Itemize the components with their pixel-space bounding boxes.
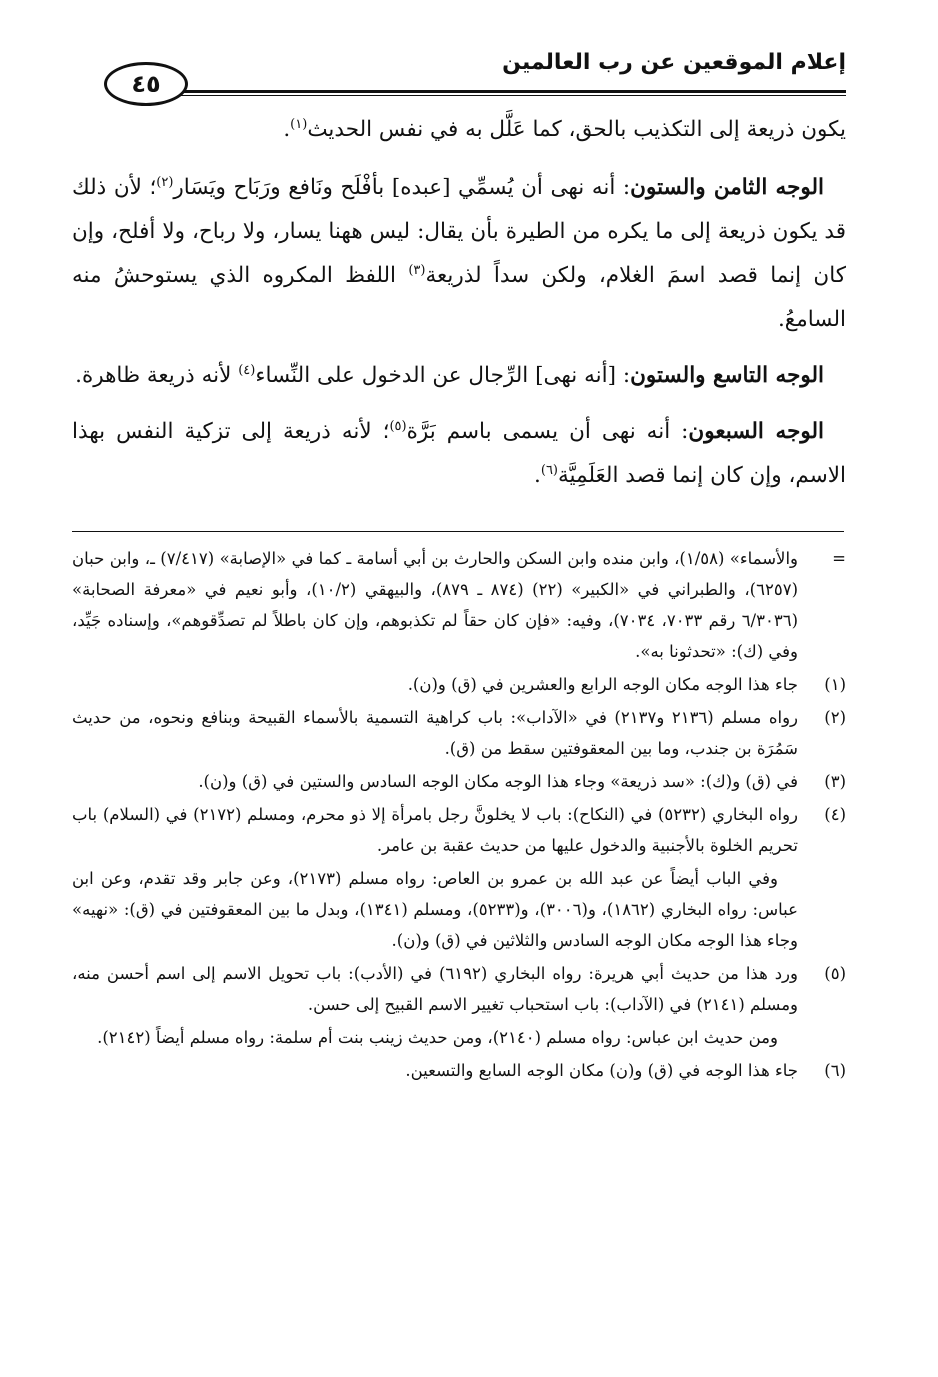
paragraph-text: يكون ذريعة إلى التكذيب بالحق، كما عَلَّل به في نفس الحديث (307, 117, 846, 142)
footnote-number: (١) (824, 675, 846, 694)
paragraph (72, 410, 846, 498)
paragraph-tail: . (283, 117, 291, 142)
footnote-ref: (٤) (238, 362, 256, 378)
footnote-separator (72, 531, 844, 532)
footnote-text: جاء هذا الوجه مكان الوجه الرابع والعشرين في (ق) و(ن). (407, 675, 798, 694)
footnote-ref: (٦) (540, 462, 558, 478)
section-heading: الوجه التاسع والستون (630, 363, 824, 388)
footnote-ref: (١) (290, 116, 308, 132)
paragraph (72, 108, 846, 152)
footnote-continuation: وفي الباب أيضاً عن عبد الله بن عمرو بن العاص: رواه مسلم (٢١٧٣)، وعن جابر وقد تقدم، وعن ابن عباس: رواه البخاري (١٨٦٢)، و(٣٠٠٦)، و(٥٢٣٣)، ومسلم (١٣٤١)، وبدل ما بين المعقوفتين في (ق): «نهيه» وجاء هذا الوجه مكان الوجه السادس والثلاثين في (ق) و(ن). (72, 869, 798, 950)
footnote-item (72, 766, 846, 797)
footnote-ref: (٥) (389, 418, 407, 434)
main-text (72, 108, 846, 510)
footnote-item (72, 1055, 846, 1086)
footnote-text: رواه البخاري (٥٢٣٢) في (النكاح): باب لا يخلونَّ رجل بامرأة إلا ذو محرم، ومسلم (٢١٧٢) في (السلام) باب تحريم الخلوة بالأجنبية والدخول عليها من حديث عقبة بن عامر. (72, 805, 799, 855)
footnote-number: (٤) (824, 805, 846, 824)
footnote-ref: (٢) (156, 174, 174, 190)
page-number: ٤٥ (131, 70, 161, 98)
paragraph-tail: ؛ لأنه ذريعة إلى تزكية النفس بهذا الاسم، وإن كان إنما قصد العَلَمِيَّة (72, 419, 846, 488)
footnote-item (72, 702, 846, 764)
footnote-number: = (832, 549, 846, 568)
footnote-text: جاء هذا الوجه في (ق) و(ن) مكان الوجه السابع والتسعين. (405, 1061, 798, 1080)
paragraph-text: : [أنه نهى] الرِّجال عن الدخول على النِّساء (255, 363, 631, 388)
paragraph-tail: . (534, 463, 541, 488)
footnote-number: (٢) (824, 708, 846, 727)
footnote-item (72, 669, 846, 700)
paragraph-text: : أنه نهى أن يُسمِّي [عبده] بأفْلَح ونَافع ورَبَاح ويَسَار (173, 175, 631, 200)
footnote-number: (٥) (824, 964, 846, 983)
footnote-ref: (٣) (408, 262, 426, 278)
footnote-text: في (ق) و(ك): «سد ذريعة» وجاء هذا الوجه مكان الوجه السادس والستين في (ق) و(ن). (198, 772, 798, 791)
footnote-item (72, 958, 846, 1020)
page-number-badge (104, 62, 188, 106)
footnote-number: (٦) (824, 1061, 846, 1080)
paragraph-text: : أنه نهى أن يسمى باسم بَرَّة (406, 419, 689, 444)
footnote-text: ورد هذا من حديث أبي هريرة: رواه البخاري (٦١٩٢) في (الأدب): باب تحويل الاسم إلى اسم أحسن منه، ومسلم (٢١٤١) في (الآداب): باب استحباب تغيير الاسم القبيح إلى حسن. (72, 964, 798, 1014)
section-heading: الوجه الثامن والستون (630, 175, 824, 200)
footnotes (72, 543, 846, 1088)
running-title: إعلام الموقعين عن رب العالمين (502, 50, 846, 75)
section-heading: الوجه السبعون (688, 419, 824, 444)
paragraph-tail: ؛ لأن ذلك قد يكون ذريعة إلى ما يكره من الطيرة بأن يقال: ليس ههنا يسار، ولا رباح، ولا أفلح، وإن كان إنما قصد اسمَ الغلام، ولكن سداً لذريعة (72, 175, 847, 288)
footnote-continuation: ومن حديث ابن عباس: رواه مسلم (٢١٤٠)، ومن حديث زينب بنت أم سلمة: رواه مسلم أيضاً (٢١٤٢). (97, 1028, 778, 1047)
paragraph (72, 354, 846, 398)
paragraph (72, 166, 846, 342)
paragraph-tail: لأنه ذريعة ظاهرة. (75, 363, 239, 388)
footnote-item (72, 799, 846, 861)
footnote-number: (٣) (824, 772, 846, 791)
paragraph-tail: اللفظ المكروه الذي يستوحشُ منه السامعُ. (72, 263, 846, 332)
footnote-text: والأسماء» (١/٥٨)، وابن منده وابن السكن والحارث بن أبي أسامة ـ كما في «الإصابة» (٧/٤١٧) ـ، وابن حبان (٦٢٥٧)، والطبراني في «الكبير» (٢٢) (٨٧٤ ـ ٨٧٩)، والبيهقي (١٠/٢)، وأبو نعيم في «معرفة الصحابة» (٦/٣٠٣٦ رقم ٧٠٣٣، ٧٠٣٤)، وفيه: «فإن كان حقاً لم تكذبوهم، وإن كان باطلاً لم تصدِّقوهم»، وإسناده جَيِّد، وفي (ك): «تحدثونا به». (72, 549, 799, 661)
header-rule (176, 90, 846, 96)
footnote-text: رواه مسلم (٢١٣٦ و٢١٣٧) في «الآداب»: باب كراهية التسمية بالأسماء القبيحة وبنافع ونحوه، من حديث سَمُرَة بن جندب، وما بين المعقوفتين سقط من (ق). (72, 708, 799, 758)
footnote-item (72, 543, 846, 667)
